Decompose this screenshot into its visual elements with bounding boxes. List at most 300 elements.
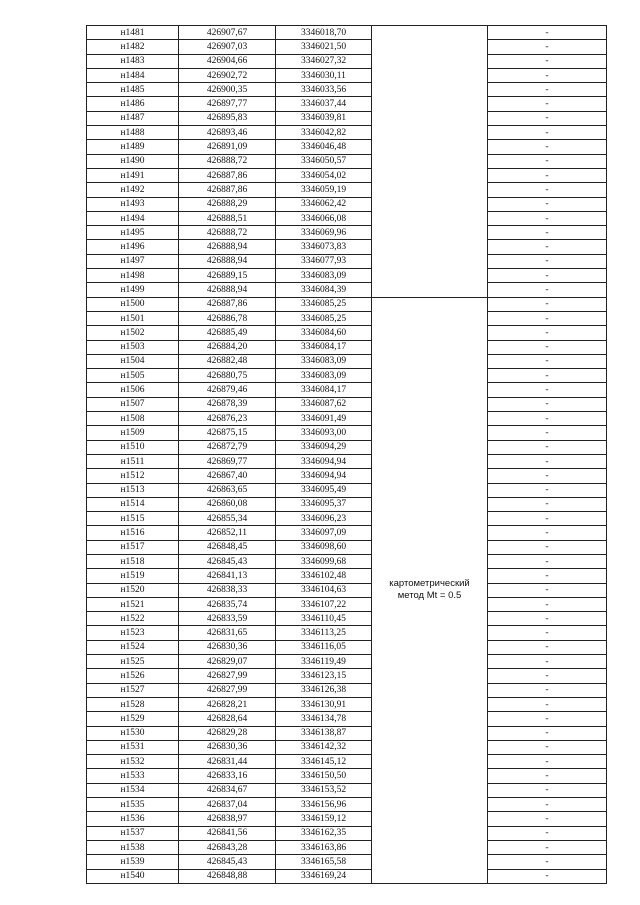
- dash-cell: -: [488, 83, 607, 97]
- x-coordinate-cell: 426891,09: [179, 140, 276, 154]
- x-coordinate-cell: 426897,77: [179, 97, 276, 111]
- x-coordinate-cell: 426878,39: [179, 397, 276, 411]
- point-id-cell: н1494: [87, 211, 179, 225]
- y-coordinate-cell: 3346099,68: [276, 554, 372, 568]
- y-coordinate-cell: 3346093,00: [276, 426, 372, 440]
- point-id-cell: н1520: [87, 583, 179, 597]
- point-id-cell: н1524: [87, 640, 179, 654]
- dash-cell: -: [488, 554, 607, 568]
- dash-cell: -: [488, 126, 607, 140]
- y-coordinate-cell: 3346084,39: [276, 283, 372, 297]
- point-id-cell: н1516: [87, 526, 179, 540]
- y-coordinate-cell: 3346085,25: [276, 311, 372, 325]
- point-id-cell: н1533: [87, 769, 179, 783]
- dash-cell: -: [488, 726, 607, 740]
- table-row: [87, 812, 607, 826]
- y-coordinate-cell: 3346094,94: [276, 469, 372, 483]
- point-id-cell: н1493: [87, 197, 179, 211]
- table-row: [87, 97, 607, 111]
- y-coordinate-cell: 3346107,22: [276, 597, 372, 611]
- point-id-cell: н1537: [87, 826, 179, 840]
- dash-cell: -: [488, 583, 607, 597]
- y-coordinate-cell: 3346085,25: [276, 297, 372, 311]
- y-coordinate-cell: 3346084,17: [276, 383, 372, 397]
- table-row: [87, 26, 607, 40]
- point-id-cell: н1532: [87, 755, 179, 769]
- dash-cell: -: [488, 154, 607, 168]
- y-coordinate-cell: 3346165,58: [276, 855, 372, 869]
- method-label-line1: картометрический: [389, 578, 470, 590]
- table-row: [87, 68, 607, 82]
- point-id-cell: н1530: [87, 726, 179, 740]
- table-row: [87, 840, 607, 854]
- dash-cell: -: [488, 740, 607, 754]
- dash-cell: -: [488, 798, 607, 812]
- x-coordinate-cell: 426827,99: [179, 683, 276, 697]
- table-row: [87, 597, 607, 611]
- dash-cell: -: [488, 683, 607, 697]
- y-coordinate-cell: 3346027,32: [276, 54, 372, 68]
- dash-cell: -: [488, 226, 607, 240]
- x-coordinate-cell: 426867,40: [179, 469, 276, 483]
- y-coordinate-cell: 3346054,02: [276, 168, 372, 182]
- dash-cell: -: [488, 826, 607, 840]
- x-coordinate-cell: 426904,66: [179, 54, 276, 68]
- dash-cell: -: [488, 354, 607, 368]
- table-row: [87, 726, 607, 740]
- point-id-cell: н1503: [87, 340, 179, 354]
- table-row: [87, 783, 607, 797]
- dash-cell: -: [488, 640, 607, 654]
- table-row: [87, 740, 607, 754]
- dash-cell: -: [488, 612, 607, 626]
- y-coordinate-cell: 3346021,50: [276, 40, 372, 54]
- dash-cell: -: [488, 111, 607, 125]
- x-coordinate-cell: 426834,67: [179, 783, 276, 797]
- table-row: [87, 826, 607, 840]
- y-coordinate-cell: 3346123,15: [276, 669, 372, 683]
- dash-cell: -: [488, 211, 607, 225]
- y-coordinate-cell: 3346073,83: [276, 240, 372, 254]
- x-coordinate-cell: 426888,94: [179, 283, 276, 297]
- dash-cell: -: [488, 40, 607, 54]
- dash-cell: -: [488, 68, 607, 82]
- method-cell: [372, 297, 488, 883]
- y-coordinate-cell: 3346084,17: [276, 340, 372, 354]
- x-coordinate-cell: 426830,36: [179, 740, 276, 754]
- x-coordinate-cell: 426900,35: [179, 83, 276, 97]
- x-coordinate-cell: 426880,75: [179, 369, 276, 383]
- y-coordinate-cell: 3346142,32: [276, 740, 372, 754]
- x-coordinate-cell: 426902,72: [179, 68, 276, 82]
- dash-cell: -: [488, 297, 607, 311]
- point-id-cell: н1510: [87, 440, 179, 454]
- x-coordinate-cell: 426888,51: [179, 211, 276, 225]
- y-coordinate-cell: 3346095,37: [276, 497, 372, 511]
- table-row: [87, 283, 607, 297]
- table-row: [87, 612, 607, 626]
- dash-cell: -: [488, 26, 607, 40]
- point-id-cell: н1519: [87, 569, 179, 583]
- x-coordinate-cell: 426843,28: [179, 840, 276, 854]
- table-row: [87, 554, 607, 568]
- y-coordinate-cell: 3346091,49: [276, 412, 372, 426]
- y-coordinate-cell: 3346150,50: [276, 769, 372, 783]
- point-id-cell: н1525: [87, 655, 179, 669]
- x-coordinate-cell: 426884,20: [179, 340, 276, 354]
- point-id-cell: н1487: [87, 111, 179, 125]
- x-coordinate-cell: 426888,94: [179, 254, 276, 268]
- y-coordinate-cell: 3346138,87: [276, 726, 372, 740]
- point-id-cell: н1517: [87, 540, 179, 554]
- y-coordinate-cell: 3346110,45: [276, 612, 372, 626]
- table-row: [87, 140, 607, 154]
- y-coordinate-cell: 3346130,91: [276, 697, 372, 711]
- table-row: [87, 469, 607, 483]
- table-row: [87, 111, 607, 125]
- point-id-cell: н1499: [87, 283, 179, 297]
- y-coordinate-cell: 3346098,60: [276, 540, 372, 554]
- point-id-cell: н1507: [87, 397, 179, 411]
- table-row: [87, 168, 607, 182]
- x-coordinate-cell: 426888,72: [179, 154, 276, 168]
- dash-cell: -: [488, 426, 607, 440]
- point-id-cell: н1504: [87, 354, 179, 368]
- y-coordinate-cell: 3346083,09: [276, 269, 372, 283]
- x-coordinate-cell: 426860,08: [179, 497, 276, 511]
- x-coordinate-cell: 426830,36: [179, 640, 276, 654]
- dash-cell: -: [488, 269, 607, 283]
- table-row: [87, 569, 607, 583]
- y-coordinate-cell: 3346046,48: [276, 140, 372, 154]
- table-row: [87, 769, 607, 783]
- x-coordinate-cell: 426833,59: [179, 612, 276, 626]
- dash-cell: -: [488, 526, 607, 540]
- point-id-cell: н1518: [87, 554, 179, 568]
- point-id-cell: н1534: [87, 783, 179, 797]
- x-coordinate-cell: 426829,07: [179, 655, 276, 669]
- point-id-cell: н1501: [87, 311, 179, 325]
- dash-cell: -: [488, 440, 607, 454]
- point-id-cell: н1515: [87, 512, 179, 526]
- dash-cell: -: [488, 326, 607, 340]
- y-coordinate-cell: 3346156,96: [276, 798, 372, 812]
- x-coordinate-cell: 426828,64: [179, 712, 276, 726]
- y-coordinate-cell: 3346153,52: [276, 783, 372, 797]
- x-coordinate-cell: 426838,97: [179, 812, 276, 826]
- table-row: [87, 369, 607, 383]
- x-coordinate-cell: 426887,86: [179, 297, 276, 311]
- table-row: [87, 497, 607, 511]
- point-id-cell: н1527: [87, 683, 179, 697]
- table-row: [87, 526, 607, 540]
- coordinates-table-body: [87, 26, 607, 884]
- y-coordinate-cell: 3346145,12: [276, 755, 372, 769]
- table-row: [87, 583, 607, 597]
- x-coordinate-cell: 426848,45: [179, 540, 276, 554]
- y-coordinate-cell: 3346126,38: [276, 683, 372, 697]
- x-coordinate-cell: 426827,99: [179, 669, 276, 683]
- dash-cell: -: [488, 655, 607, 669]
- table-row: [87, 154, 607, 168]
- table-row: [87, 326, 607, 340]
- x-coordinate-cell: 426852,11: [179, 526, 276, 540]
- dash-cell: -: [488, 812, 607, 826]
- dash-cell: -: [488, 483, 607, 497]
- point-id-cell: н1488: [87, 126, 179, 140]
- y-coordinate-cell: 3346097,09: [276, 526, 372, 540]
- dash-cell: -: [488, 569, 607, 583]
- y-coordinate-cell: 3346033,56: [276, 83, 372, 97]
- table-row: [87, 798, 607, 812]
- x-coordinate-cell: 426887,86: [179, 183, 276, 197]
- point-id-cell: н1483: [87, 54, 179, 68]
- dash-cell: -: [488, 469, 607, 483]
- table-row: [87, 254, 607, 268]
- dash-cell: -: [488, 397, 607, 411]
- point-id-cell: н1538: [87, 840, 179, 854]
- point-id-cell: н1484: [87, 68, 179, 82]
- x-coordinate-cell: 426876,23: [179, 412, 276, 426]
- dash-cell: -: [488, 540, 607, 554]
- dash-cell: -: [488, 97, 607, 111]
- point-id-cell: н1485: [87, 83, 179, 97]
- y-coordinate-cell: 3346116,05: [276, 640, 372, 654]
- table-row: [87, 383, 607, 397]
- table-row: [87, 311, 607, 325]
- y-coordinate-cell: 3346083,09: [276, 354, 372, 368]
- y-coordinate-cell: 3346134,78: [276, 712, 372, 726]
- table-row: [87, 640, 607, 654]
- x-coordinate-cell: 426829,28: [179, 726, 276, 740]
- y-coordinate-cell: 3346084,60: [276, 326, 372, 340]
- dash-cell: -: [488, 497, 607, 511]
- table-row: [87, 40, 607, 54]
- table-row: [87, 226, 607, 240]
- dash-cell: -: [488, 626, 607, 640]
- y-coordinate-cell: 3346094,94: [276, 454, 372, 468]
- x-coordinate-cell: 426837,04: [179, 798, 276, 812]
- point-id-cell: н1481: [87, 26, 179, 40]
- x-coordinate-cell: 426831,65: [179, 626, 276, 640]
- x-coordinate-cell: 426828,21: [179, 697, 276, 711]
- y-coordinate-cell: 3346169,24: [276, 869, 372, 883]
- y-coordinate-cell: 3346050,57: [276, 154, 372, 168]
- table-row: [87, 626, 607, 640]
- y-coordinate-cell: 3346087,62: [276, 397, 372, 411]
- dash-cell: -: [488, 54, 607, 68]
- point-id-cell: н1513: [87, 483, 179, 497]
- table-row: [87, 297, 607, 311]
- table-row: [87, 655, 607, 669]
- x-coordinate-cell: 426855,34: [179, 512, 276, 526]
- dash-cell: -: [488, 383, 607, 397]
- point-id-cell: н1508: [87, 412, 179, 426]
- dash-cell: -: [488, 240, 607, 254]
- x-coordinate-cell: 426872,79: [179, 440, 276, 454]
- dash-cell: -: [488, 369, 607, 383]
- point-id-cell: н1497: [87, 254, 179, 268]
- x-coordinate-cell: 426833,16: [179, 769, 276, 783]
- y-coordinate-cell: 3346062,42: [276, 197, 372, 211]
- x-coordinate-cell: 426888,29: [179, 197, 276, 211]
- point-id-cell: н1506: [87, 383, 179, 397]
- table-row: [87, 540, 607, 554]
- point-id-cell: н1536: [87, 812, 179, 826]
- table-row: [87, 183, 607, 197]
- point-id-cell: н1512: [87, 469, 179, 483]
- y-coordinate-cell: 3346162,35: [276, 826, 372, 840]
- point-id-cell: н1522: [87, 612, 179, 626]
- dash-cell: -: [488, 697, 607, 711]
- point-id-cell: н1511: [87, 454, 179, 468]
- y-coordinate-cell: 3346039,81: [276, 111, 372, 125]
- dash-cell: -: [488, 340, 607, 354]
- dash-cell: -: [488, 783, 607, 797]
- dash-cell: -: [488, 755, 607, 769]
- point-id-cell: н1491: [87, 168, 179, 182]
- x-coordinate-cell: 426887,86: [179, 168, 276, 182]
- y-coordinate-cell: 3346030,11: [276, 68, 372, 82]
- point-id-cell: н1489: [87, 140, 179, 154]
- table-row: [87, 683, 607, 697]
- y-coordinate-cell: 3346069,96: [276, 226, 372, 240]
- y-coordinate-cell: 3346083,09: [276, 369, 372, 383]
- dash-cell: -: [488, 869, 607, 883]
- y-coordinate-cell: 3346096,23: [276, 512, 372, 526]
- x-coordinate-cell: 426875,15: [179, 426, 276, 440]
- x-coordinate-cell: 426893,46: [179, 126, 276, 140]
- point-id-cell: н1496: [87, 240, 179, 254]
- dash-cell: -: [488, 311, 607, 325]
- y-coordinate-cell: 3346113,25: [276, 626, 372, 640]
- dash-cell: -: [488, 855, 607, 869]
- x-coordinate-cell: 426838,33: [179, 583, 276, 597]
- dash-cell: -: [488, 254, 607, 268]
- point-id-cell: н1486: [87, 97, 179, 111]
- table-row: [87, 126, 607, 140]
- point-id-cell: н1535: [87, 798, 179, 812]
- x-coordinate-cell: 426863,65: [179, 483, 276, 497]
- dash-cell: -: [488, 769, 607, 783]
- point-id-cell: н1482: [87, 40, 179, 54]
- point-id-cell: н1523: [87, 626, 179, 640]
- table-row: [87, 340, 607, 354]
- method-cell-empty: [372, 26, 488, 298]
- x-coordinate-cell: 426879,46: [179, 383, 276, 397]
- y-coordinate-cell: 3346066,08: [276, 211, 372, 225]
- point-id-cell: н1500: [87, 297, 179, 311]
- dash-cell: -: [488, 197, 607, 211]
- point-id-cell: н1540: [87, 869, 179, 883]
- x-coordinate-cell: 426895,83: [179, 111, 276, 125]
- x-coordinate-cell: 426831,44: [179, 755, 276, 769]
- table-row: [87, 755, 607, 769]
- y-coordinate-cell: 3346159,12: [276, 812, 372, 826]
- y-coordinate-cell: 3346095,49: [276, 483, 372, 497]
- x-coordinate-cell: 426845,43: [179, 855, 276, 869]
- dash-cell: -: [488, 512, 607, 526]
- x-coordinate-cell: 426835,74: [179, 597, 276, 611]
- dash-cell: -: [488, 712, 607, 726]
- x-coordinate-cell: 426889,15: [179, 269, 276, 283]
- method-label-line2: метод Mt = 0.5: [397, 590, 462, 602]
- x-coordinate-cell: 426907,67: [179, 26, 276, 40]
- point-id-cell: н1529: [87, 712, 179, 726]
- table-row: [87, 697, 607, 711]
- dash-cell: -: [488, 412, 607, 426]
- y-coordinate-cell: 3346102,48: [276, 569, 372, 583]
- y-coordinate-cell: 3346104,63: [276, 583, 372, 597]
- x-coordinate-cell: 426841,56: [179, 826, 276, 840]
- coordinates-table: [86, 25, 607, 884]
- point-id-cell: н1492: [87, 183, 179, 197]
- y-coordinate-cell: 3346018,70: [276, 26, 372, 40]
- table-row: [87, 269, 607, 283]
- point-id-cell: н1526: [87, 669, 179, 683]
- table-row: [87, 397, 607, 411]
- x-coordinate-cell: 426885,49: [179, 326, 276, 340]
- dash-cell: -: [488, 669, 607, 683]
- table-row: [87, 426, 607, 440]
- dash-cell: -: [488, 183, 607, 197]
- table-row: [87, 669, 607, 683]
- dash-cell: -: [488, 168, 607, 182]
- dash-cell: -: [488, 283, 607, 297]
- point-id-cell: н1495: [87, 226, 179, 240]
- dash-cell: -: [488, 597, 607, 611]
- dash-cell: -: [488, 840, 607, 854]
- table-row: [87, 211, 607, 225]
- table-row: [87, 354, 607, 368]
- y-coordinate-cell: 3346059,19: [276, 183, 372, 197]
- table-row: [87, 869, 607, 883]
- x-coordinate-cell: 426886,78: [179, 311, 276, 325]
- x-coordinate-cell: 426882,48: [179, 354, 276, 368]
- table-row: [87, 454, 607, 468]
- table-row: [87, 240, 607, 254]
- x-coordinate-cell: 426841,13: [179, 569, 276, 583]
- x-coordinate-cell: 426888,94: [179, 240, 276, 254]
- y-coordinate-cell: 3346119,49: [276, 655, 372, 669]
- table-row: [87, 440, 607, 454]
- point-id-cell: н1539: [87, 855, 179, 869]
- table-row: [87, 54, 607, 68]
- x-coordinate-cell: 426888,72: [179, 226, 276, 240]
- table-row: [87, 712, 607, 726]
- y-coordinate-cell: 3346163,86: [276, 840, 372, 854]
- table-row: [87, 512, 607, 526]
- point-id-cell: н1509: [87, 426, 179, 440]
- x-coordinate-cell: 426907,03: [179, 40, 276, 54]
- table-row: [87, 83, 607, 97]
- dash-cell: -: [488, 140, 607, 154]
- y-coordinate-cell: 3346094,29: [276, 440, 372, 454]
- y-coordinate-cell: 3346042,82: [276, 126, 372, 140]
- y-coordinate-cell: 3346037,44: [276, 97, 372, 111]
- x-coordinate-cell: 426845,43: [179, 554, 276, 568]
- point-id-cell: н1490: [87, 154, 179, 168]
- table-row: [87, 412, 607, 426]
- point-id-cell: н1528: [87, 697, 179, 711]
- point-id-cell: н1531: [87, 740, 179, 754]
- table-row: [87, 197, 607, 211]
- point-id-cell: н1502: [87, 326, 179, 340]
- table-row: [87, 483, 607, 497]
- dash-cell: -: [488, 454, 607, 468]
- point-id-cell: н1521: [87, 597, 179, 611]
- x-coordinate-cell: 426848,88: [179, 869, 276, 883]
